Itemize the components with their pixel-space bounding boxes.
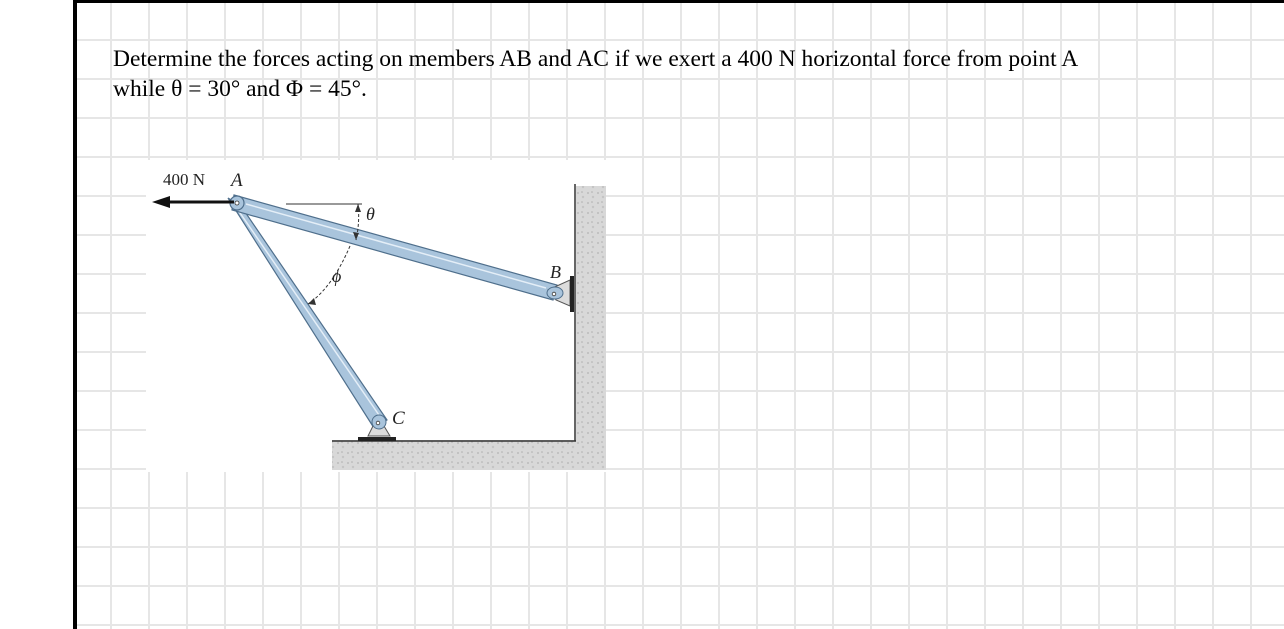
left-margin bbox=[0, 0, 73, 629]
point-c-label: C bbox=[392, 408, 405, 429]
problem-statement bbox=[113, 44, 1233, 104]
phi-arc bbox=[308, 246, 350, 304]
problem-line-2: while θ = 30° and Φ = 45°. bbox=[113, 76, 367, 102]
force-label: 400 N bbox=[163, 170, 206, 189]
floor-ground-hatch bbox=[332, 440, 606, 470]
point-b-label: B bbox=[550, 262, 561, 282]
theta-label: θ bbox=[366, 204, 375, 224]
point-a-label: A bbox=[231, 170, 243, 191]
problem-line-1: Determine the forces acting on members AB and AC if we exert a 400 N horizontal force from point A bbox=[113, 46, 1079, 72]
member-ab bbox=[232, 195, 557, 300]
force-arrow bbox=[152, 196, 234, 208]
phi-label: ϕ bbox=[332, 266, 342, 286]
truss-figure bbox=[146, 160, 606, 472]
wall-ground-hatch bbox=[576, 186, 606, 470]
support-c bbox=[358, 415, 396, 441]
truss-diagram bbox=[146, 160, 606, 472]
